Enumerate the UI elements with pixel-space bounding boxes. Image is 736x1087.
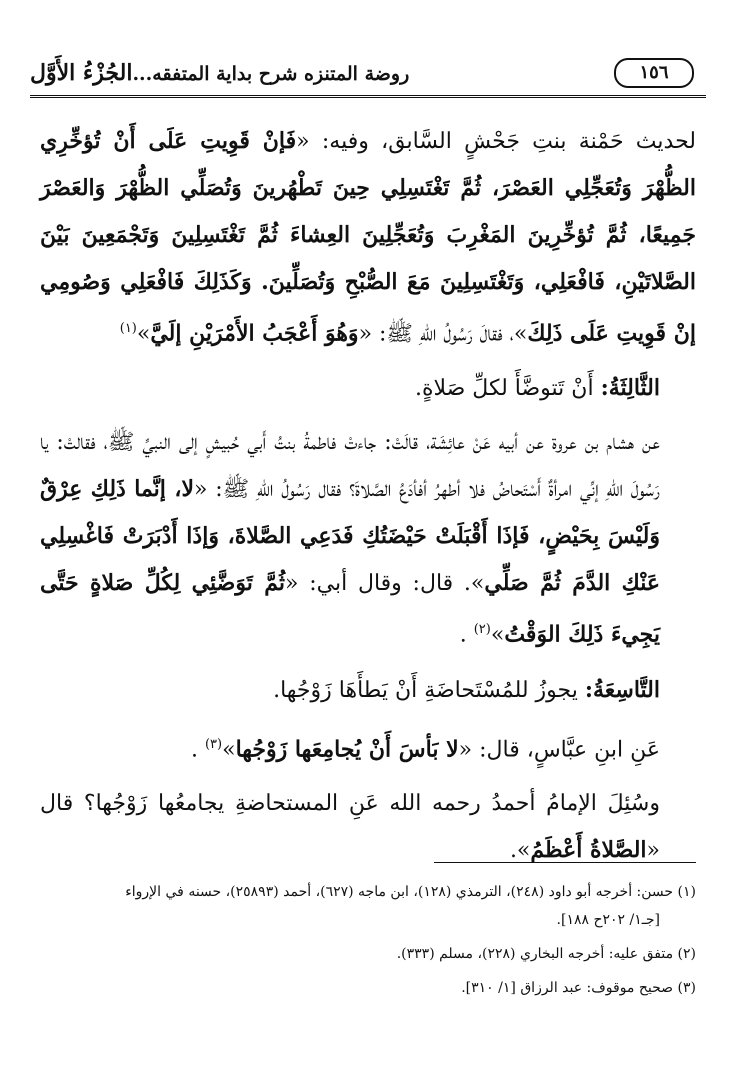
main-text bbox=[40, 118, 696, 882]
paragraph-ahmad bbox=[40, 781, 696, 874]
section-text: يجوزُ للمُسْتَحاضَةِ أَنْ يَطأَهَا زَوْجُها. bbox=[273, 677, 578, 703]
hadith-text: الصَّلاةُ أَعْظَمُ bbox=[530, 836, 647, 863]
footnote-3 bbox=[40, 974, 696, 1002]
section-third bbox=[40, 365, 696, 412]
header-rule bbox=[30, 95, 706, 98]
running-title bbox=[30, 60, 409, 86]
section-heading: الثَّالِثَةُ: bbox=[600, 375, 660, 402]
footnote-1 bbox=[40, 878, 696, 934]
footnote-text: عبد الرزاق [١/ ٣١٠]. bbox=[461, 980, 583, 996]
hadith-text: وَهُوَ أَعْجَبُ الأَمْرَيْنِ إلَيَّ bbox=[150, 320, 359, 347]
text-span: » bbox=[490, 622, 505, 648]
part-title: الجُزْءُ الأَوَّل bbox=[30, 60, 133, 86]
text-span: ». قال: وقال أبي: « bbox=[285, 571, 485, 597]
footnote-number: (٣) bbox=[677, 980, 696, 996]
text-span: وسُئِلَ الإمامُ أحمدُ رحمه الله عَنِ المستحاضةِ يجامعُها زَوْجُها؟ قال « bbox=[40, 790, 660, 863]
footnote-grade: حسن: bbox=[636, 884, 674, 900]
text-span: » bbox=[136, 321, 151, 347]
paragraph-fatima bbox=[40, 420, 696, 658]
text-span: » bbox=[222, 736, 236, 762]
section-heading: التَّاسِعَةُ: bbox=[584, 676, 660, 703]
paragraph-ibn-abbas bbox=[40, 722, 696, 773]
footnote-2 bbox=[40, 940, 696, 968]
footnote-separator bbox=[434, 862, 696, 863]
paragraph-hamna bbox=[40, 118, 696, 357]
footnote-number: (٢) bbox=[677, 946, 696, 962]
footnote-continuation: [جـ١/ ٢٠٢ح ١٨٨]. bbox=[556, 912, 660, 928]
footnote-grade: صحيح موقوف: bbox=[586, 980, 674, 996]
text-span: عَنِ ابنِ عبَّاسٍ، قال: « bbox=[458, 736, 660, 762]
text-span: . bbox=[190, 736, 205, 762]
hadith-text: فَإنْ قَوِيتِ عَلَى أَنْ تُؤخِّرِي الظُّهْرَ وَتُعَجِّلِي العَصْرَ، ثُمَّ تَغْتَسِلِي حِينَ تَطْهُرينَ وَتُصَلِّي الظُّهْرَ وَالعَصْرَ جَمِيعًا، ثُمَّ تُؤخِّرِينَ المَغْرِبَ وَتُعَجِّلِينَ العِشاءَ ثُمَّ تَغْتَسِلِينَ وَتَجْمَعِينَ بَيْنَ الصَّلاتَيْنِ، فَافْعَلِي، وَتَغْتَسِلِينَ مَعَ الصُّبْحِ وَتُصَلِّينَ. وَكَذَلِكَ فَافْعَلِي وَصُومِي إنْ قَوِيتِ عَلَى ذَلِكَ bbox=[40, 128, 696, 347]
hadith-text: لا، إنَّما ذَلِكِ عِرْقٌ وَلَيْسَ بِحَيْضٍ، فَإذَا أَقْبَلَتْ حَيْضَتُكِ فَدَعِي الصَّلاةَ، وَإذَا أَدْبَرَتْ فَاغْسِلِي عَنْكِ الدَّمَ ثُمَّ صَلِّي bbox=[40, 476, 660, 597]
footnote-ref: (٣) bbox=[204, 736, 223, 752]
footnote-number: (١) bbox=[677, 884, 696, 900]
footnote-ref: (١) bbox=[119, 321, 137, 336]
text-span: »، فقالَ رَسُولُ اللهِ ﷺ: « bbox=[358, 321, 528, 347]
text-span: لحديث حَمْنة بنتِ جَحْشٍ السَّابق، وفيه: « bbox=[296, 129, 696, 154]
book-title: روضة المتنزه شرح بداية المتفقه... bbox=[132, 63, 410, 85]
footnote-text: أخرجه البخاري (٢٢٨)، مسلم (٣٣٣). bbox=[396, 946, 605, 962]
section-ninth bbox=[40, 667, 696, 714]
footnote-grade: متفق عليه: bbox=[608, 946, 674, 962]
footnotes bbox=[40, 878, 696, 1008]
text-span: . bbox=[459, 622, 474, 648]
text-span: ». bbox=[509, 837, 531, 863]
section-text: أَنْ تَتوضَّأَ لكلِّ صَلاةٍ. bbox=[414, 376, 594, 402]
hadith-text: لا بَأسَ أَنْ يُجامِعَها زَوْجُها bbox=[235, 735, 459, 762]
page-number: ١٥٦ bbox=[614, 58, 694, 88]
hadith-text: ثُمَّ تَوَضَّئِي لِكُلِّ صَلاةٍ حَتَّى يَجِيءَ ذَلِكَ الوَقْتُ bbox=[40, 570, 660, 648]
footnote-ref: (٢) bbox=[473, 622, 491, 638]
text-span: عن هشام بن عروة عن أبيه عَنْ عائِشَة، قالَتْ: جاءتْ فاطمةُ بنتُ أَبي حُبيشٍ إلى النبيِّ ﷺ، فقالتْ: يا رَسُولَ اللهِ إنِّي امرأةٌ أَسْتَحاضُ فلا أطهرُ أفأدَعُ الصَّلاةَ؟ فقال رَسُولُ اللهِ ﷺ: « bbox=[40, 430, 660, 503]
running-header bbox=[30, 52, 706, 98]
footnote-text: أخرجه أبو داود (٢٤٨)، الترمذي (١٢٨)، ابن ماجه (٦٢٧)، أحمد (٢٥٨٩٣)، حسنه في الإرواء bbox=[125, 884, 633, 900]
